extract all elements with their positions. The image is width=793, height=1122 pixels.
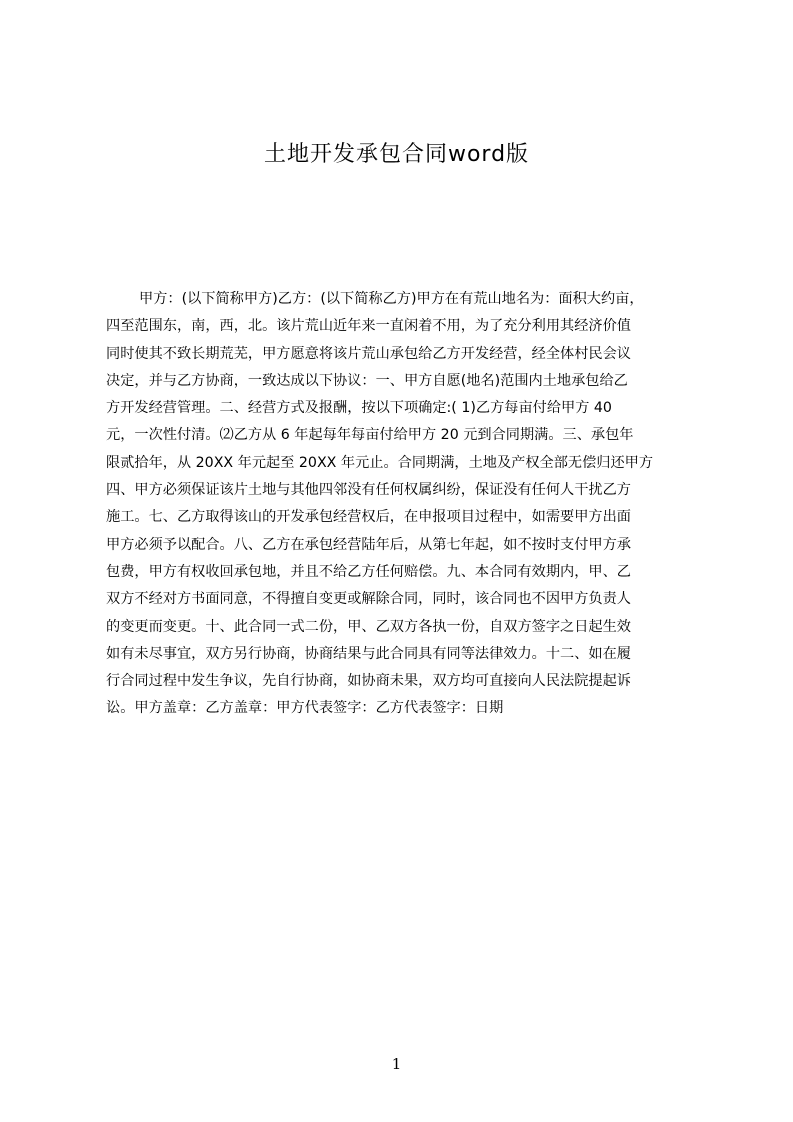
body-line: 的变更而变更。十、此合同一式二份，甲、乙双方各执一份，自双方签字之日起生效 (106, 618, 631, 635)
body-line: 如有未尽事宜，双方另行协商，协商结果与此合同具有同等法律效力。十二、如在履 (106, 645, 631, 662)
body-line: 方开发经营管理。二、经营方式及报酬，按以下项确定:( 1)乙方每亩付给甲方 40 (106, 400, 612, 417)
body-line: 四至范围东，南，西，北。该片荒山近年来一直闲着不用，为了充分利用其经济价值 (106, 318, 631, 335)
body-line: 包费，甲方有权收回承包地，并且不给乙方任何赔偿。九、本合同有效期内，甲、乙 (106, 563, 631, 580)
body-line: 甲方：(以下简称甲方)乙方：(以下简称乙方)甲方在有荒山地名为：面积大约亩， (139, 291, 644, 307)
body-line: 讼。甲方盖章：乙方盖章：甲方代表签字：乙方代表签字：日期 (106, 700, 504, 717)
body-line: 限贰拾年，从 20XX 年元起至 20XX 年元止。合同期满，土地及产权全部无偿归还甲方 (106, 454, 654, 471)
body-line: 行合同过程中发生争议，先自行协商，如协商未果，双方均可直接向人民法院提起诉 (106, 673, 631, 690)
page-number: 1 (391, 1055, 402, 1073)
body-line: 同时使其不致长期荒芜，甲方愿意将该片荒山承包给乙方开发经营，经全体村民会议 (106, 345, 631, 362)
contract-body (106, 286, 716, 723)
body-line: 施工。七、乙方取得该山的开发承包经营权后，在申报项目过程中，如需要甲方出面 (106, 509, 631, 526)
body-line: 四、甲方必须保证该片土地与其他四邻没有任何权属纠纷，保证没有任何人干扰乙方 (106, 482, 631, 499)
document-title: 土地开发承包合同word版 (263, 142, 530, 167)
body-line: 决定，并与乙方协商，一致达成以下协议：一、甲方自愿(地名)范围内土地承包给乙 (106, 372, 628, 389)
body-line: 甲方必须予以配合。八、乙方在承包经营陆年后，从第七年起，如不按时支付甲方承 (106, 536, 631, 553)
body-line: 双方不经对方书面同意，不得擅自变更或解除合同，同时，该合同也不因甲方负责人 (106, 591, 631, 608)
body-line: 元，一次性付清。⑵乙方从 6 年起每年每亩付给甲方 20 元到合同期满。三、承包年 (106, 427, 634, 444)
